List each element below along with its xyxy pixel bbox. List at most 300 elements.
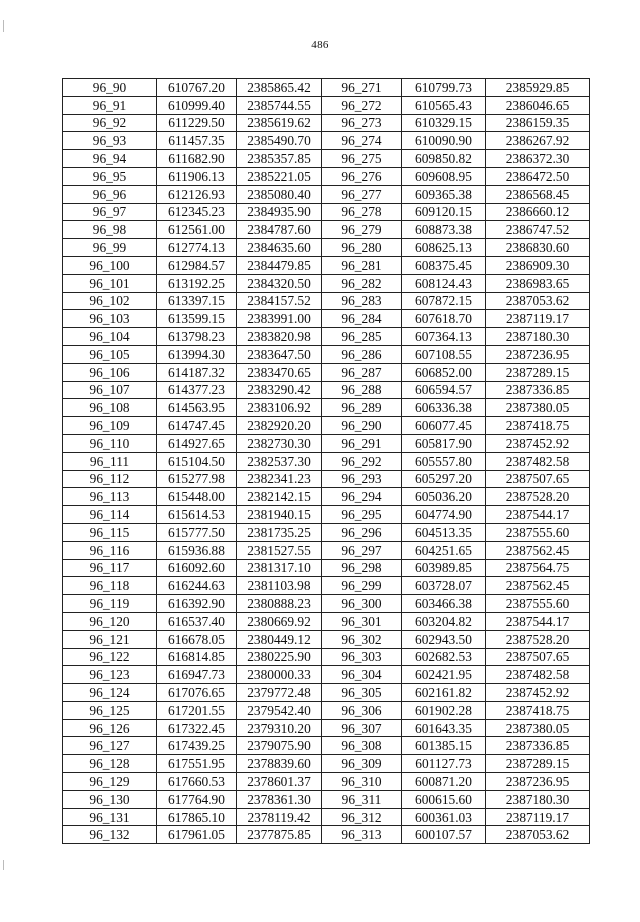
cell-point-id-right: 96_291 xyxy=(322,434,402,452)
table-row xyxy=(63,221,590,239)
cell-x-right: 610565.43 xyxy=(402,96,486,114)
cell-x-right: 609120.15 xyxy=(402,203,486,221)
cell-point-id-left: 96_128 xyxy=(63,755,157,773)
table-row xyxy=(63,559,590,577)
cell-point-id-left: 96_120 xyxy=(63,612,157,630)
cell-y-left: 2379075.90 xyxy=(237,737,322,755)
cell-x-left: 614377.23 xyxy=(157,381,237,399)
cell-x-right: 610799.73 xyxy=(402,79,486,97)
cell-point-id-left: 96_126 xyxy=(63,719,157,737)
cell-y-left: 2377875.85 xyxy=(237,826,322,844)
cell-point-id-left: 96_102 xyxy=(63,292,157,310)
cell-point-id-left: 96_94 xyxy=(63,150,157,168)
cell-x-right: 609850.82 xyxy=(402,150,486,168)
cell-x-left: 617764.90 xyxy=(157,790,237,808)
cell-x-left: 613192.25 xyxy=(157,274,237,292)
cell-x-right: 601385.15 xyxy=(402,737,486,755)
cell-y-right: 2386159.35 xyxy=(486,114,590,132)
cell-point-id-right: 96_286 xyxy=(322,345,402,363)
cell-point-id-left: 96_90 xyxy=(63,79,157,97)
cell-y-left: 2380000.33 xyxy=(237,666,322,684)
table-row xyxy=(63,114,590,132)
cell-y-left: 2378119.42 xyxy=(237,808,322,826)
cell-point-id-left: 96_106 xyxy=(63,363,157,381)
cell-x-right: 609608.95 xyxy=(402,167,486,185)
cell-point-id-left: 96_116 xyxy=(63,541,157,559)
cell-x-right: 608375.45 xyxy=(402,256,486,274)
cell-y-right: 2387418.75 xyxy=(486,701,590,719)
table-row xyxy=(63,577,590,595)
cell-point-id-left: 96_115 xyxy=(63,523,157,541)
cell-x-left: 616392.90 xyxy=(157,595,237,613)
cell-x-left: 612345.23 xyxy=(157,203,237,221)
cell-y-left: 2384935.90 xyxy=(237,203,322,221)
cell-y-left: 2384320.50 xyxy=(237,274,322,292)
cell-y-right: 2387452.92 xyxy=(486,434,590,452)
table-row xyxy=(63,96,590,114)
cell-point-id-left: 96_97 xyxy=(63,203,157,221)
cell-y-left: 2385619.62 xyxy=(237,114,322,132)
cell-y-right: 2387336.85 xyxy=(486,737,590,755)
cell-point-id-right: 96_310 xyxy=(322,773,402,791)
cell-point-id-left: 96_92 xyxy=(63,114,157,132)
cell-y-right: 2386660.12 xyxy=(486,203,590,221)
cell-point-id-right: 96_309 xyxy=(322,755,402,773)
table-row xyxy=(63,310,590,328)
cell-y-right: 2387380.05 xyxy=(486,399,590,417)
table-row xyxy=(63,755,590,773)
cell-y-right: 2387289.15 xyxy=(486,755,590,773)
cell-x-left: 617201.55 xyxy=(157,701,237,719)
table-row xyxy=(63,666,590,684)
cell-point-id-right: 96_293 xyxy=(322,470,402,488)
cell-y-left: 2381317.10 xyxy=(237,559,322,577)
cell-x-left: 616947.73 xyxy=(157,666,237,684)
cell-y-left: 2381527.55 xyxy=(237,541,322,559)
cell-x-left: 613397.15 xyxy=(157,292,237,310)
table-row xyxy=(63,363,590,381)
cell-x-right: 602161.82 xyxy=(402,684,486,702)
cell-x-left: 614747.45 xyxy=(157,417,237,435)
cell-x-left: 616678.05 xyxy=(157,630,237,648)
cell-y-right: 2386046.65 xyxy=(486,96,590,114)
cell-y-right: 2387180.30 xyxy=(486,328,590,346)
cell-point-id-right: 96_307 xyxy=(322,719,402,737)
cell-y-right: 2387507.65 xyxy=(486,648,590,666)
cell-x-left: 612984.57 xyxy=(157,256,237,274)
cell-y-left: 2379310.20 xyxy=(237,719,322,737)
cell-point-id-left: 96_104 xyxy=(63,328,157,346)
table-row xyxy=(63,506,590,524)
cell-point-id-right: 96_278 xyxy=(322,203,402,221)
cell-x-left: 616244.63 xyxy=(157,577,237,595)
cell-y-right: 2387336.85 xyxy=(486,381,590,399)
table-row xyxy=(63,274,590,292)
cell-point-id-left: 96_132 xyxy=(63,826,157,844)
cell-point-id-right: 96_311 xyxy=(322,790,402,808)
cell-x-right: 603728.07 xyxy=(402,577,486,595)
table-row xyxy=(63,808,590,826)
cell-x-right: 600107.57 xyxy=(402,826,486,844)
cell-point-id-left: 96_100 xyxy=(63,256,157,274)
cell-y-right: 2387528.20 xyxy=(486,630,590,648)
table-row xyxy=(63,701,590,719)
table-row xyxy=(63,256,590,274)
cell-x-right: 605036.20 xyxy=(402,488,486,506)
cell-y-left: 2383820.98 xyxy=(237,328,322,346)
cell-y-right: 2387119.17 xyxy=(486,808,590,826)
cell-y-right: 2387452.92 xyxy=(486,684,590,702)
cell-y-left: 2383106.92 xyxy=(237,399,322,417)
cell-point-id-left: 96_117 xyxy=(63,559,157,577)
cell-y-left: 2385490.70 xyxy=(237,132,322,150)
cell-x-right: 603204.82 xyxy=(402,612,486,630)
cell-y-right: 2387053.62 xyxy=(486,826,590,844)
coordinates-table xyxy=(62,78,590,844)
cell-y-right: 2387289.15 xyxy=(486,363,590,381)
table-row xyxy=(63,399,590,417)
cell-x-left: 615104.50 xyxy=(157,452,237,470)
cell-x-right: 608124.43 xyxy=(402,274,486,292)
cell-y-right: 2386472.50 xyxy=(486,167,590,185)
table-row xyxy=(63,132,590,150)
cell-y-left: 2383470.65 xyxy=(237,363,322,381)
cell-point-id-right: 96_302 xyxy=(322,630,402,648)
table-row xyxy=(63,239,590,257)
cell-y-left: 2378601.37 xyxy=(237,773,322,791)
cell-y-right: 2386372.30 xyxy=(486,150,590,168)
cell-x-left: 615936.88 xyxy=(157,541,237,559)
cell-y-left: 2384635.60 xyxy=(237,239,322,257)
cell-y-right: 2386568.45 xyxy=(486,185,590,203)
cell-x-left: 617961.05 xyxy=(157,826,237,844)
cell-point-id-right: 96_271 xyxy=(322,79,402,97)
cell-y-left: 2383647.50 xyxy=(237,345,322,363)
cell-point-id-right: 96_276 xyxy=(322,167,402,185)
cell-x-left: 611682.90 xyxy=(157,150,237,168)
cell-y-left: 2380449.12 xyxy=(237,630,322,648)
table-row xyxy=(63,292,590,310)
cell-point-id-right: 96_285 xyxy=(322,328,402,346)
cell-point-id-left: 96_91 xyxy=(63,96,157,114)
cell-point-id-left: 96_99 xyxy=(63,239,157,257)
cell-x-left: 610767.20 xyxy=(157,79,237,97)
cell-x-right: 603466.38 xyxy=(402,595,486,613)
cell-y-right: 2387482.58 xyxy=(486,666,590,684)
cell-x-left: 616814.85 xyxy=(157,648,237,666)
table-row xyxy=(63,541,590,559)
cell-point-id-left: 96_131 xyxy=(63,808,157,826)
cell-y-left: 2381735.25 xyxy=(237,523,322,541)
cell-y-left: 2381103.98 xyxy=(237,577,322,595)
cell-y-right: 2387564.75 xyxy=(486,559,590,577)
cell-point-id-right: 96_305 xyxy=(322,684,402,702)
cell-point-id-right: 96_281 xyxy=(322,256,402,274)
cell-point-id-right: 96_283 xyxy=(322,292,402,310)
table-row xyxy=(63,684,590,702)
cell-point-id-left: 96_101 xyxy=(63,274,157,292)
cell-x-right: 606336.38 xyxy=(402,399,486,417)
cell-y-left: 2382341.23 xyxy=(237,470,322,488)
table-row xyxy=(63,826,590,844)
cell-y-right: 2386983.65 xyxy=(486,274,590,292)
cell-point-id-right: 96_295 xyxy=(322,506,402,524)
cell-point-id-left: 96_108 xyxy=(63,399,157,417)
table-row xyxy=(63,452,590,470)
cell-point-id-left: 96_114 xyxy=(63,506,157,524)
cell-x-right: 602943.50 xyxy=(402,630,486,648)
cell-y-right: 2387544.17 xyxy=(486,612,590,630)
cell-x-right: 601902.28 xyxy=(402,701,486,719)
cell-y-left: 2385744.55 xyxy=(237,96,322,114)
table-row xyxy=(63,381,590,399)
table-row xyxy=(63,328,590,346)
cell-point-id-left: 96_118 xyxy=(63,577,157,595)
cell-point-id-left: 96_103 xyxy=(63,310,157,328)
cell-y-left: 2383290.42 xyxy=(237,381,322,399)
cell-point-id-left: 96_110 xyxy=(63,434,157,452)
cell-y-left: 2380225.90 xyxy=(237,648,322,666)
cell-point-id-left: 96_111 xyxy=(63,452,157,470)
cell-x-right: 600361.03 xyxy=(402,808,486,826)
cell-point-id-right: 96_280 xyxy=(322,239,402,257)
cell-x-right: 602421.95 xyxy=(402,666,486,684)
cell-point-id-right: 96_303 xyxy=(322,648,402,666)
page-number: 486 xyxy=(311,39,329,51)
table-row xyxy=(63,203,590,221)
cell-x-right: 610090.90 xyxy=(402,132,486,150)
cell-point-id-left: 96_107 xyxy=(63,381,157,399)
cell-x-left: 611906.13 xyxy=(157,167,237,185)
cell-point-id-right: 96_298 xyxy=(322,559,402,577)
cell-y-left: 2378361.30 xyxy=(237,790,322,808)
cell-y-left: 2385865.42 xyxy=(237,79,322,97)
table-row xyxy=(63,630,590,648)
cell-point-id-right: 96_288 xyxy=(322,381,402,399)
table-row xyxy=(63,167,590,185)
cell-point-id-right: 96_273 xyxy=(322,114,402,132)
cell-x-right: 607618.70 xyxy=(402,310,486,328)
cell-x-left: 612561.00 xyxy=(157,221,237,239)
cell-x-left: 614927.65 xyxy=(157,434,237,452)
cell-x-left: 612774.13 xyxy=(157,239,237,257)
table-row xyxy=(63,773,590,791)
table-row xyxy=(63,523,590,541)
cell-point-id-left: 96_124 xyxy=(63,684,157,702)
cell-point-id-right: 96_290 xyxy=(322,417,402,435)
cell-point-id-right: 96_284 xyxy=(322,310,402,328)
cell-point-id-right: 96_301 xyxy=(322,612,402,630)
cell-x-left: 615277.98 xyxy=(157,470,237,488)
cell-y-right: 2387562.45 xyxy=(486,541,590,559)
cell-x-left: 615448.00 xyxy=(157,488,237,506)
cell-x-right: 606852.00 xyxy=(402,363,486,381)
cell-x-right: 601643.35 xyxy=(402,719,486,737)
cell-x-right: 604513.35 xyxy=(402,523,486,541)
cell-y-left: 2382730.30 xyxy=(237,434,322,452)
cell-y-left: 2380669.92 xyxy=(237,612,322,630)
cell-x-left: 617322.45 xyxy=(157,719,237,737)
cell-point-id-left: 96_122 xyxy=(63,648,157,666)
table-row xyxy=(63,719,590,737)
cell-point-id-right: 96_289 xyxy=(322,399,402,417)
cell-y-right: 2387380.05 xyxy=(486,719,590,737)
cell-point-id-left: 96_119 xyxy=(63,595,157,613)
cell-x-right: 602682.53 xyxy=(402,648,486,666)
cell-y-right: 2387507.65 xyxy=(486,470,590,488)
cell-x-left: 613798.23 xyxy=(157,328,237,346)
cell-y-left: 2385080.40 xyxy=(237,185,322,203)
cell-y-right: 2386747.52 xyxy=(486,221,590,239)
scan-edge-mark xyxy=(3,860,4,870)
table-row xyxy=(63,612,590,630)
table-row xyxy=(63,79,590,97)
cell-y-right: 2387482.58 xyxy=(486,452,590,470)
table-row xyxy=(63,488,590,506)
cell-x-right: 607364.13 xyxy=(402,328,486,346)
cell-point-id-right: 96_279 xyxy=(322,221,402,239)
cell-x-right: 610329.15 xyxy=(402,114,486,132)
cell-x-left: 616537.40 xyxy=(157,612,237,630)
cell-y-right: 2387418.75 xyxy=(486,417,590,435)
table-row xyxy=(63,434,590,452)
cell-point-id-right: 96_306 xyxy=(322,701,402,719)
cell-x-right: 605297.20 xyxy=(402,470,486,488)
cell-point-id-left: 96_121 xyxy=(63,630,157,648)
cell-x-right: 601127.73 xyxy=(402,755,486,773)
cell-y-right: 2387236.95 xyxy=(486,773,590,791)
cell-x-left: 612126.93 xyxy=(157,185,237,203)
cell-y-right: 2387555.60 xyxy=(486,523,590,541)
cell-y-left: 2382142.15 xyxy=(237,488,322,506)
cell-point-id-left: 96_93 xyxy=(63,132,157,150)
cell-point-id-right: 96_312 xyxy=(322,808,402,826)
cell-y-left: 2382537.30 xyxy=(237,452,322,470)
cell-x-right: 607108.55 xyxy=(402,345,486,363)
cell-y-left: 2379542.40 xyxy=(237,701,322,719)
cell-point-id-left: 96_109 xyxy=(63,417,157,435)
cell-y-right: 2387053.62 xyxy=(486,292,590,310)
cell-point-id-right: 96_277 xyxy=(322,185,402,203)
cell-point-id-left: 96_95 xyxy=(63,167,157,185)
cell-x-left: 617660.53 xyxy=(157,773,237,791)
cell-y-left: 2382920.20 xyxy=(237,417,322,435)
cell-y-right: 2387562.45 xyxy=(486,577,590,595)
cell-y-left: 2385357.85 xyxy=(237,150,322,168)
cell-x-left: 611457.35 xyxy=(157,132,237,150)
cell-y-right: 2387119.17 xyxy=(486,310,590,328)
cell-y-right: 2385929.85 xyxy=(486,79,590,97)
cell-x-right: 603989.85 xyxy=(402,559,486,577)
cell-y-right: 2386909.30 xyxy=(486,256,590,274)
cell-y-left: 2383991.00 xyxy=(237,310,322,328)
cell-point-id-right: 96_294 xyxy=(322,488,402,506)
cell-x-right: 605817.90 xyxy=(402,434,486,452)
cell-point-id-left: 96_98 xyxy=(63,221,157,239)
cell-point-id-right: 96_300 xyxy=(322,595,402,613)
cell-point-id-left: 96_113 xyxy=(63,488,157,506)
cell-y-right: 2387528.20 xyxy=(486,488,590,506)
cell-point-id-right: 96_292 xyxy=(322,452,402,470)
cell-y-left: 2385221.05 xyxy=(237,167,322,185)
table-row xyxy=(63,790,590,808)
cell-x-right: 600615.60 xyxy=(402,790,486,808)
cell-point-id-right: 96_304 xyxy=(322,666,402,684)
cell-x-right: 606594.57 xyxy=(402,381,486,399)
cell-point-id-right: 96_275 xyxy=(322,150,402,168)
table-row xyxy=(63,185,590,203)
cell-y-left: 2378839.60 xyxy=(237,755,322,773)
cell-x-left: 615614.53 xyxy=(157,506,237,524)
cell-point-id-left: 96_129 xyxy=(63,773,157,791)
cell-x-left: 613599.15 xyxy=(157,310,237,328)
cell-point-id-right: 96_308 xyxy=(322,737,402,755)
coordinates-table-body xyxy=(63,79,590,844)
cell-x-right: 604251.65 xyxy=(402,541,486,559)
table-row xyxy=(63,345,590,363)
cell-x-left: 617076.65 xyxy=(157,684,237,702)
cell-x-left: 614563.95 xyxy=(157,399,237,417)
cell-y-left: 2384479.85 xyxy=(237,256,322,274)
cell-y-left: 2379772.48 xyxy=(237,684,322,702)
cell-x-left: 615777.50 xyxy=(157,523,237,541)
cell-y-left: 2384787.60 xyxy=(237,221,322,239)
cell-point-id-left: 96_127 xyxy=(63,737,157,755)
cell-point-id-right: 96_299 xyxy=(322,577,402,595)
cell-x-right: 607872.15 xyxy=(402,292,486,310)
table-row xyxy=(63,470,590,488)
cell-y-right: 2387180.30 xyxy=(486,790,590,808)
cell-x-right: 605557.80 xyxy=(402,452,486,470)
table-row xyxy=(63,737,590,755)
cell-y-right: 2387236.95 xyxy=(486,345,590,363)
cell-point-id-left: 96_130 xyxy=(63,790,157,808)
cell-x-left: 616092.60 xyxy=(157,559,237,577)
cell-point-id-right: 96_272 xyxy=(322,96,402,114)
cell-x-left: 614187.32 xyxy=(157,363,237,381)
cell-y-right: 2386830.60 xyxy=(486,239,590,257)
cell-x-left: 617551.95 xyxy=(157,755,237,773)
cell-point-id-left: 96_96 xyxy=(63,185,157,203)
cell-x-right: 608873.38 xyxy=(402,221,486,239)
table-row xyxy=(63,648,590,666)
cell-x-left: 610999.40 xyxy=(157,96,237,114)
cell-y-right: 2386267.92 xyxy=(486,132,590,150)
cell-point-id-right: 96_313 xyxy=(322,826,402,844)
cell-point-id-left: 96_112 xyxy=(63,470,157,488)
table-row xyxy=(63,595,590,613)
cell-point-id-right: 96_287 xyxy=(322,363,402,381)
cell-point-id-right: 96_296 xyxy=(322,523,402,541)
cell-point-id-right: 96_274 xyxy=(322,132,402,150)
cell-y-right: 2387544.17 xyxy=(486,506,590,524)
cell-point-id-left: 96_105 xyxy=(63,345,157,363)
table-row xyxy=(63,150,590,168)
cell-point-id-right: 96_282 xyxy=(322,274,402,292)
cell-x-right: 609365.38 xyxy=(402,185,486,203)
cell-x-right: 604774.90 xyxy=(402,506,486,524)
cell-y-right: 2387555.60 xyxy=(486,595,590,613)
cell-x-left: 613994.30 xyxy=(157,345,237,363)
scan-edge-mark xyxy=(3,20,4,32)
cell-x-right: 606077.45 xyxy=(402,417,486,435)
cell-y-left: 2384157.52 xyxy=(237,292,322,310)
cell-point-id-left: 96_125 xyxy=(63,701,157,719)
cell-y-left: 2381940.15 xyxy=(237,506,322,524)
cell-y-left: 2380888.23 xyxy=(237,595,322,613)
cell-point-id-right: 96_297 xyxy=(322,541,402,559)
cell-point-id-left: 96_123 xyxy=(63,666,157,684)
